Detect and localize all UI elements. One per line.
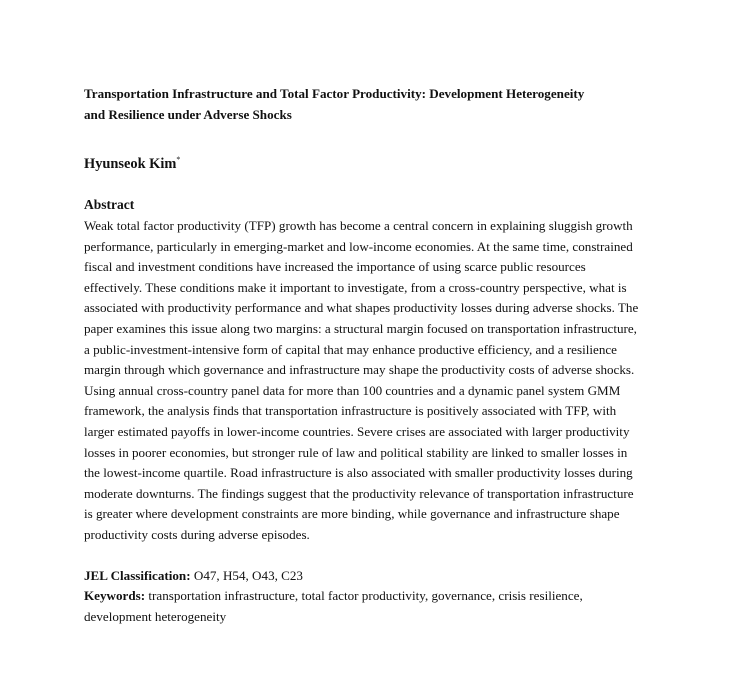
abstract-line: larger estimated payoffs in lower-income countries. Severe crises are associated with larger productivity <box>84 423 630 439</box>
keywords-label: Keywords: <box>84 588 146 603</box>
title-line: and Resilience under Adverse Shocks <box>84 106 292 122</box>
keywords-line <box>84 586 583 607</box>
abstract-line: productivity costs during adverse episodes. <box>84 526 310 542</box>
jel-classification <box>84 565 303 586</box>
abstract-line: a public-investment-intensive form of capital that may enhance productive efficiency, and a resilience <box>84 341 617 357</box>
abstract-line: the lowest-income quartile. Road infrastructure is also associated with smaller productivity losses during <box>84 465 633 481</box>
abstract-line: associated with productivity performance and what shapes productivity losses during adverse shocks. The <box>84 300 639 316</box>
author-name-text: Hyunseok Kim <box>84 156 177 172</box>
author-name <box>84 149 180 175</box>
abstract-line: framework, the analysis finds that transportation infrastructure is positively associated with TFP, with <box>84 403 617 419</box>
title-line: Transportation Infrastructure and Total Factor Productivity: Development Heterogeneity <box>84 86 585 101</box>
abstract-line: moderate downturns. The findings suggest that the productivity relevance of transportation infrastructure <box>84 485 634 501</box>
abstract-line: effectively. These conditions make it important to investigate, from a cross-country perspective, what is <box>84 279 627 295</box>
jel-codes: O47, H54, O43, C23 <box>190 568 303 583</box>
jel-label: JEL Classification: <box>84 568 191 583</box>
abstract-line: paper examines this issue along two margins: a structural margin focused on transportation infrastructure, <box>84 320 637 336</box>
keywords <box>84 586 583 627</box>
keywords-line: development heterogeneity <box>84 608 227 624</box>
abstract-line: losses in poorer economies, but stronger rule of law and political stability are linked to smaller losses in <box>84 444 628 460</box>
author-footnote-marker: * <box>176 155 181 164</box>
abstract-line: Using annual cross-country panel data for more than 100 countries and a dynamic panel system GMM <box>84 382 621 398</box>
abstract-body <box>84 216 638 546</box>
paper-title <box>84 84 684 125</box>
abstract-line: performance, particularly in emerging-market and low-income economies. At the same time, constrained <box>84 238 633 254</box>
abstract-line: is greater where development constraints are more binding, while governance and infrastructure shape <box>84 506 620 522</box>
abstract-line: Weak total factor productivity (TFP) growth has become a central concern in explaining sluggish growth <box>84 218 633 233</box>
abstract-line: margin through which governance and infrastructure may shape the productivity costs of adverse shocks. <box>84 362 635 378</box>
abstract-line: fiscal and investment conditions have increased the importance of using scarce public resources <box>84 259 586 275</box>
keywords-text: transportation infrastructure, total factor productivity, governance, crisis resilience, <box>145 588 583 603</box>
abstract-heading: Abstract <box>84 197 135 212</box>
